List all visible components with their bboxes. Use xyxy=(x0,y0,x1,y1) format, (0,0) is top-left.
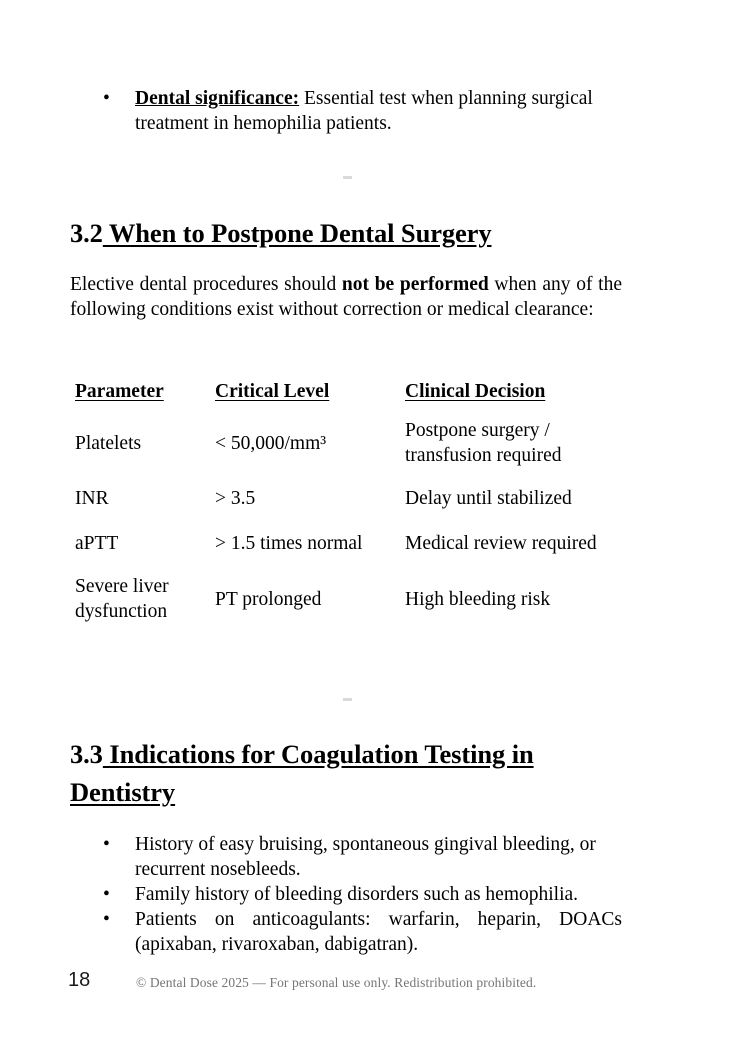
column-header-clinical-decision: Clinical Decision xyxy=(405,381,546,402)
page-number: 18 xyxy=(68,969,91,991)
list-item xyxy=(70,86,622,136)
cell-critical-level: PT prolonged xyxy=(215,588,322,610)
list-item xyxy=(70,882,622,907)
cell-critical-level: > 1.5 times normal xyxy=(215,533,363,554)
page-title-3-3 xyxy=(70,735,615,811)
intro-text-part2: when any of the following conditions exist without correction or medical clearance: xyxy=(70,274,623,320)
bullet-glyph-icon: • xyxy=(103,884,110,905)
cell-clinical-decision: Postpone surgery / transfusion required xyxy=(405,420,562,466)
critical-values-table xyxy=(70,380,630,632)
bullet-glyph-icon: • xyxy=(103,88,110,109)
dental-significance-text: Essential test when planning surgical treatment in hemophilia patients. xyxy=(135,88,593,134)
table-row xyxy=(70,521,630,566)
intro-paragraph-3-2 xyxy=(70,272,622,322)
column-header-critical-level: Critical Level xyxy=(215,381,330,402)
bullet-glyph-icon: • xyxy=(103,834,110,855)
cell-parameter: INR xyxy=(75,488,109,509)
list-item xyxy=(70,907,622,957)
cell-clinical-decision: Medical review required xyxy=(405,533,597,554)
column-header-parameter: Parameter xyxy=(75,381,164,402)
table-row xyxy=(70,566,630,632)
indication-text: Patients on anticoagulants: warfarin, heparin, DOACs (apixaban, rivaroxaban, dabigatran). xyxy=(135,909,622,955)
bullet-glyph-icon: • xyxy=(103,909,110,930)
intro-text-emphasis: not be performed xyxy=(341,274,489,295)
table-row xyxy=(70,410,630,476)
table-header-row xyxy=(70,380,630,410)
indications-bullet-list xyxy=(70,832,622,957)
cell-parameter: Platelets xyxy=(75,432,142,454)
dental-significance-label: Dental significance: xyxy=(135,88,300,109)
list-item xyxy=(70,832,622,882)
cell-parameter: Severe liver dysfunction xyxy=(75,576,169,622)
cell-parameter: aPTT xyxy=(75,533,119,554)
table-row xyxy=(70,476,630,521)
section-title-3-3: Indications for Coagulation Testing in Dentistry xyxy=(70,739,534,807)
indication-text: Family history of bleeding disorders such as hemophilia. xyxy=(135,884,579,905)
page-artifact-mark-lower xyxy=(343,698,352,701)
cell-clinical-decision: High bleeding risk xyxy=(405,588,551,610)
cell-critical-level: > 3.5 xyxy=(215,488,256,509)
top-bullet-list xyxy=(70,86,622,136)
cell-clinical-decision: Delay until stabilized xyxy=(405,488,572,509)
section-number-3-2: 3.2 xyxy=(70,218,103,248)
section-number-3-3: 3.3 xyxy=(70,739,103,769)
cell-critical-level: < 50,000/mm³ xyxy=(215,432,327,454)
footer-copyright-note: © Dental Dose 2025 — For personal use only. Redistribution prohibited. xyxy=(136,975,537,990)
intro-text-part1: Elective dental procedures should xyxy=(70,274,342,295)
table-header xyxy=(70,380,630,410)
page-title-3-2 xyxy=(70,214,630,252)
section-title-3-2: When to Postpone Dental Surgery xyxy=(102,218,492,248)
page-artifact-mark-upper xyxy=(343,176,352,179)
table-body xyxy=(70,410,630,632)
indication-text: History of easy bruising, spontaneous gingival bleeding, or recurrent nosebleeds. xyxy=(135,834,596,880)
